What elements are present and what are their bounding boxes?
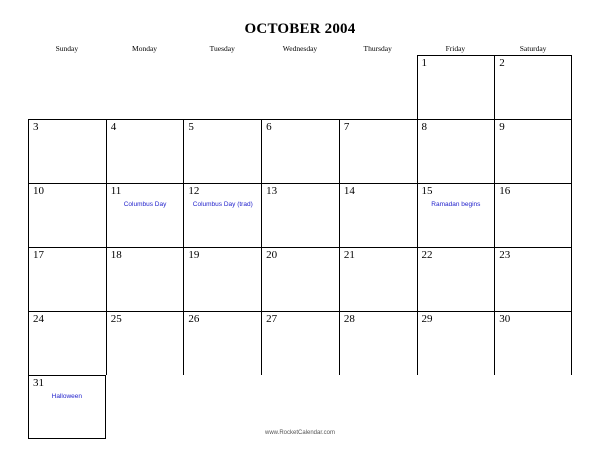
calendar-day-cell[interactable] bbox=[183, 247, 261, 311]
calendar-day-cell[interactable] bbox=[183, 183, 261, 247]
day-number: 28 bbox=[343, 313, 355, 325]
calendar-day-cell[interactable] bbox=[417, 311, 495, 375]
calendar-day-cell[interactable] bbox=[339, 311, 417, 375]
day-number: 26 bbox=[188, 313, 200, 325]
calendar-cell-empty bbox=[28, 55, 106, 119]
weekday-header-row bbox=[28, 42, 572, 55]
weekday-label-friday: Friday bbox=[445, 44, 466, 53]
calendar-day-cell[interactable] bbox=[106, 247, 184, 311]
day-number: 22 bbox=[421, 249, 433, 261]
calendar-day-cell[interactable] bbox=[106, 183, 184, 247]
day-events bbox=[184, 200, 261, 209]
day-number: 4 bbox=[110, 121, 117, 133]
event-label[interactable]: Halloween bbox=[51, 393, 83, 400]
day-number: 11 bbox=[110, 185, 122, 197]
day-number: 17 bbox=[33, 249, 44, 261]
day-events bbox=[29, 392, 105, 401]
event-label[interactable]: Columbus Day bbox=[123, 201, 167, 208]
calendar-day-cell[interactable] bbox=[417, 183, 495, 247]
day-number: 21 bbox=[343, 249, 355, 261]
calendar-cell-empty bbox=[261, 55, 339, 119]
calendar-day-cell[interactable] bbox=[417, 55, 495, 119]
calendar-day-cell[interactable] bbox=[261, 119, 339, 183]
calendar-day-cell[interactable] bbox=[106, 119, 184, 183]
day-number: 1 bbox=[421, 57, 428, 69]
weekday-label-saturday: Saturday bbox=[519, 44, 547, 53]
weekday-label-monday: Monday bbox=[132, 44, 158, 53]
day-number: 5 bbox=[188, 121, 194, 133]
calendar-week-row bbox=[28, 119, 572, 183]
calendar-day-cell[interactable] bbox=[261, 247, 339, 311]
calendar-day-cell[interactable] bbox=[494, 247, 572, 311]
day-events bbox=[107, 200, 184, 209]
day-number: 7 bbox=[343, 121, 350, 133]
day-number: 29 bbox=[421, 313, 433, 325]
calendar-week-row bbox=[28, 247, 572, 311]
calendar-week-row bbox=[28, 311, 572, 375]
calendar-day-cell[interactable] bbox=[261, 311, 339, 375]
day-number: 23 bbox=[499, 249, 511, 261]
day-number: 16 bbox=[499, 185, 511, 197]
day-number: 24 bbox=[33, 313, 44, 325]
weekday-label-tuesday: Tuesday bbox=[209, 44, 235, 53]
day-number: 13 bbox=[266, 185, 278, 197]
footer-credit: www.RocketCalendar.com bbox=[264, 430, 336, 436]
day-number: 15 bbox=[421, 185, 433, 197]
calendar-day-cell[interactable] bbox=[417, 119, 495, 183]
calendar-cell-empty bbox=[339, 55, 417, 119]
event-label[interactable]: Ramadan begins bbox=[431, 201, 481, 208]
calendar-day-cell[interactable] bbox=[28, 119, 106, 183]
calendar-cell-empty bbox=[106, 55, 184, 119]
day-number: 3 bbox=[33, 121, 39, 133]
calendar-week-row bbox=[28, 183, 572, 247]
day-number: 20 bbox=[266, 249, 278, 261]
calendar-grid bbox=[28, 42, 572, 439]
calendar-day-cell[interactable] bbox=[417, 247, 495, 311]
calendar-day-cell[interactable] bbox=[261, 183, 339, 247]
calendar-day-cell[interactable] bbox=[183, 311, 261, 375]
day-number: 18 bbox=[110, 249, 122, 261]
weekday-label-sunday: Sunday bbox=[55, 44, 79, 53]
day-number: 30 bbox=[499, 313, 511, 325]
day-number: 25 bbox=[110, 313, 122, 325]
calendar-day-cell[interactable] bbox=[28, 311, 106, 375]
day-number: 14 bbox=[343, 185, 355, 197]
calendar-day-cell[interactable] bbox=[183, 119, 261, 183]
calendar-day-cell[interactable] bbox=[28, 183, 106, 247]
calendar-day-cell[interactable] bbox=[106, 311, 184, 375]
calendar-day-cell[interactable] bbox=[494, 183, 572, 247]
day-number: 10 bbox=[33, 185, 44, 197]
day-number: 9 bbox=[499, 121, 505, 133]
calendar-day-cell[interactable] bbox=[339, 247, 417, 311]
calendar-cell-empty bbox=[183, 55, 261, 119]
calendar-week-row bbox=[28, 55, 572, 119]
calendar-day-cell[interactable] bbox=[494, 311, 572, 375]
day-number: 27 bbox=[266, 313, 278, 325]
page-title: OCTOBER 2004 bbox=[244, 21, 356, 37]
event-label[interactable]: Columbus Day (trad) bbox=[192, 201, 253, 208]
day-number: 6 bbox=[266, 121, 272, 133]
calendar-day-cell[interactable] bbox=[28, 247, 106, 311]
day-number: 8 bbox=[421, 121, 428, 133]
day-number: 31 bbox=[33, 377, 44, 389]
day-number: 12 bbox=[188, 185, 200, 197]
calendar-day-cell[interactable] bbox=[339, 183, 417, 247]
day-number: 19 bbox=[188, 249, 200, 261]
calendar-day-cell[interactable] bbox=[339, 119, 417, 183]
weekday-label-thursday: Thursday bbox=[363, 44, 392, 53]
calendar-day-cell[interactable] bbox=[494, 55, 572, 119]
calendar-day-cell[interactable] bbox=[494, 119, 572, 183]
day-number: 2 bbox=[499, 57, 505, 69]
calendar-weeks bbox=[28, 55, 572, 439]
day-events bbox=[418, 200, 495, 209]
weekday-label-wednesday: Wednesday bbox=[282, 44, 318, 53]
